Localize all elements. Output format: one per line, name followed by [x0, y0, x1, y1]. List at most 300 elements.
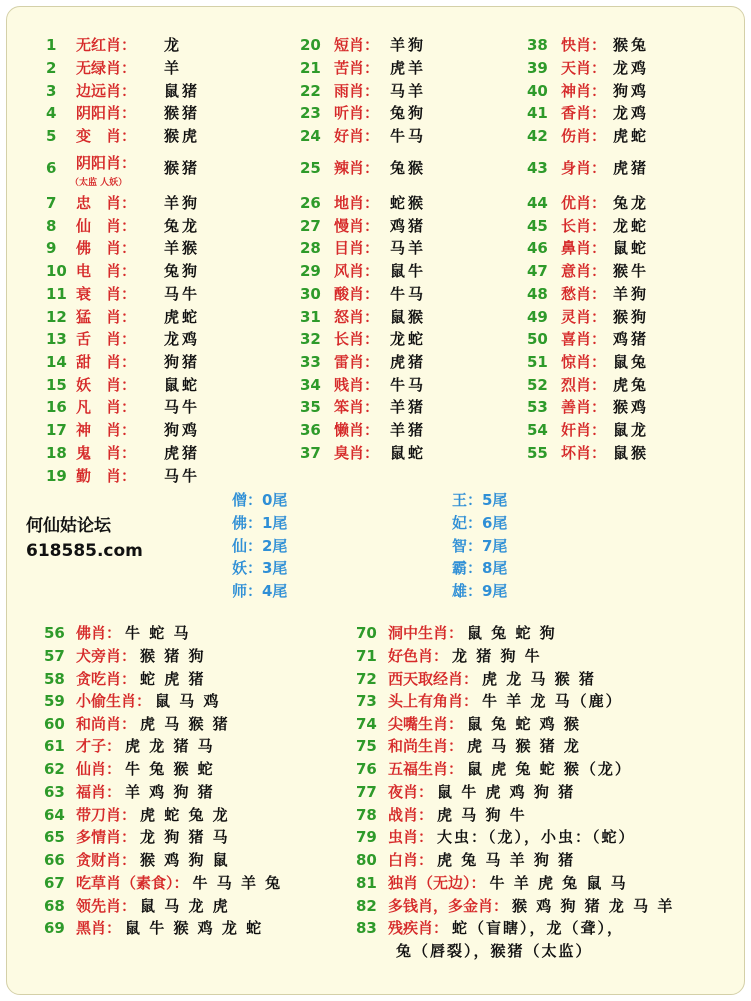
- item-value: 蛇猴: [390, 194, 427, 212]
- list-item: [527, 102, 727, 124]
- item-label: 愁肖：: [561, 285, 607, 303]
- item-number: 68: [44, 897, 65, 915]
- item-label: 凡 肖：: [76, 398, 137, 416]
- item-value: 猴 猪 狗: [140, 647, 206, 665]
- list-item: [356, 826, 726, 848]
- item-value: 鼠兔: [613, 353, 650, 371]
- list-item: [44, 713, 344, 735]
- item-number: 9: [46, 239, 57, 257]
- item-label: 西天取经肖： 虎 龙 马 猴 猪: [388, 670, 596, 688]
- item-number: 49: [527, 308, 548, 326]
- item-label: 慢肖：: [334, 217, 380, 235]
- item-value: 猴牛: [613, 262, 650, 280]
- item-label: 白肖： 虎 兔 马 羊 狗 猪: [388, 851, 576, 869]
- item-label: 和尚肖： 虎 马 猴 猪: [76, 715, 230, 733]
- item-label: 喜肖：: [561, 330, 607, 348]
- item-value: 羊猪: [390, 398, 427, 416]
- item-number: 24: [300, 127, 321, 145]
- item-label: 电 肖：: [76, 262, 137, 280]
- item-number: 79: [356, 828, 377, 846]
- item-number: 45: [527, 217, 548, 235]
- list-item: [356, 690, 726, 712]
- item-value: 牛 羊 龙 马（鹿）: [482, 692, 623, 710]
- item-number: 67: [44, 874, 65, 892]
- item-label: 夜肖： 鼠 牛 虎 鸡 狗 猪: [388, 783, 576, 801]
- item-label: 残疾肖： 蛇（盲瞎），龙（聋），: [388, 919, 625, 937]
- list-item: [44, 735, 344, 757]
- list-item: [527, 125, 727, 147]
- item-value: 虎蛇: [164, 308, 201, 326]
- item-number: 75: [356, 737, 377, 755]
- item-label: 带刀肖： 虎 蛇 兔 龙: [76, 806, 230, 824]
- item-value: 虎羊: [390, 59, 427, 77]
- item-value: 兔猴: [390, 159, 427, 177]
- list-item: [46, 260, 286, 282]
- item-number: 37: [300, 444, 321, 462]
- item-value: 猴猪: [164, 159, 201, 177]
- item-label: 臭肖：: [334, 444, 380, 462]
- item-label: 衰 肖：: [76, 285, 137, 303]
- item-number: 32: [300, 330, 321, 348]
- item-value: 虎兔: [613, 376, 650, 394]
- list-item: [300, 374, 500, 396]
- item-value: 鼠 马 鸡: [155, 692, 221, 710]
- list-item: [46, 374, 286, 396]
- item-number: 63: [44, 783, 65, 801]
- list-item: [300, 306, 500, 328]
- item-value: 羊狗: [390, 36, 427, 54]
- item-value: 龙 猪 狗 牛: [452, 647, 542, 665]
- item-number: 31: [300, 308, 321, 326]
- item-label: 灵肖：: [561, 308, 607, 326]
- item-value: 鼠龙: [613, 421, 650, 439]
- item-number: 19: [46, 467, 67, 485]
- item-label: 天肖：: [561, 59, 607, 77]
- item-number: 4: [46, 104, 57, 122]
- list-item: [300, 34, 500, 56]
- item-label: 小偷生肖： 鼠 马 鸡: [76, 692, 221, 710]
- list-item: [356, 735, 726, 757]
- item-value: 羊猪: [390, 421, 427, 439]
- item-value: 虎猪: [390, 353, 427, 371]
- item-label: 长肖：: [561, 217, 607, 235]
- item-number: 55: [527, 444, 548, 462]
- tail-item: 僧：0尾: [232, 491, 288, 509]
- item-value: 蛇 虎 猪: [140, 670, 206, 688]
- item-label: 头上有角肖： 牛 羊 龙 马（鹿）: [388, 692, 623, 710]
- item-label: 辣肖：: [334, 159, 380, 177]
- item-label: 仙肖： 牛 兔 猴 蛇: [76, 760, 215, 778]
- list-item: [46, 465, 286, 487]
- list-item: [356, 645, 726, 667]
- item-value: 牛 羊 虎 兔 鼠 马: [489, 874, 628, 892]
- item-number: 50: [527, 330, 548, 348]
- tail-item: 王：5尾: [452, 491, 508, 509]
- item-value: 羊狗: [613, 285, 650, 303]
- item-value: 猴鸡: [613, 398, 650, 416]
- item-label: 和尚生肖： 虎 马 猴 猪 龙: [388, 737, 581, 755]
- item-label: 多钱肖，多金肖： 猴 鸡 狗 猪 龙 马 羊: [388, 897, 675, 915]
- item-value: 鼠 兔 蛇 狗: [467, 624, 557, 642]
- list-item: [527, 237, 727, 259]
- item-number: 13: [46, 330, 67, 348]
- list-item: [356, 804, 726, 826]
- item-label: 烈肖：: [561, 376, 607, 394]
- list-item: [46, 102, 286, 124]
- item-number: 20: [300, 36, 321, 54]
- item-number: 1: [46, 36, 57, 54]
- item-number: 82: [356, 897, 377, 915]
- item-label: 佛 肖：: [76, 239, 137, 257]
- item-number: 40: [527, 82, 548, 100]
- list-item: [300, 192, 500, 214]
- site-url: 618585.com: [26, 541, 143, 561]
- item-number: 62: [44, 760, 65, 778]
- list-item: [527, 396, 727, 418]
- item-label: 长肖：: [334, 330, 380, 348]
- item-value: 虎 马 猴 猪: [140, 715, 230, 733]
- item-number: 57: [44, 647, 65, 665]
- item-number: 78: [356, 806, 377, 824]
- item-label: 短肖：: [334, 36, 380, 54]
- list-item: [527, 283, 727, 305]
- list-item: [527, 374, 727, 396]
- item-label: 苦肖：: [334, 59, 380, 77]
- item-number: 70: [356, 624, 377, 642]
- list-item: [44, 917, 344, 939]
- item-label: 仙 肖：: [76, 217, 137, 235]
- item-number: 73: [356, 692, 377, 710]
- list-item: [44, 781, 344, 803]
- item-label: 雨肖：: [334, 82, 380, 100]
- item-value: 兔狗: [390, 104, 427, 122]
- item-value: 龙蛇: [390, 330, 427, 348]
- item-label: 阴阳肖：: [76, 104, 137, 122]
- item-value: 鼠 马 龙 虎: [140, 897, 230, 915]
- item-note: （太监 人妖）: [70, 178, 128, 188]
- list-item: [300, 125, 500, 147]
- item-number: 71: [356, 647, 377, 665]
- item-number: 72: [356, 670, 377, 688]
- item-value: 牛马: [390, 285, 427, 303]
- item-number: 14: [46, 353, 67, 371]
- list-item: [300, 328, 500, 350]
- item-value: 羊: [164, 59, 183, 77]
- item-value: 鼠牛: [390, 262, 427, 280]
- item-label: 犬旁肖： 猴 猪 狗: [76, 647, 206, 665]
- item-number: 58: [44, 670, 65, 688]
- item-number: 25: [300, 159, 321, 177]
- item-value: 马牛: [164, 398, 201, 416]
- tail-item: 仙：2尾: [232, 537, 288, 555]
- item-number: 54: [527, 421, 548, 439]
- tail-item: 妃：6尾: [452, 514, 508, 532]
- list-item: [527, 351, 727, 373]
- item-number: 46: [527, 239, 548, 257]
- item-label: 尖嘴生肖： 鼠 兔 蛇 鸡 猴: [388, 715, 581, 733]
- tail-item: 霸：8尾: [452, 559, 508, 577]
- item-label: 变 肖：: [76, 127, 137, 145]
- item-value: 猴 鸡 狗 猪 龙 马 羊: [512, 897, 675, 915]
- item-label: 贱肖：: [334, 376, 380, 394]
- item-number: 35: [300, 398, 321, 416]
- item-label: 神肖：: [561, 82, 607, 100]
- item-number: 83: [356, 919, 377, 937]
- list-item: [527, 80, 727, 102]
- item-label: 坏肖：: [561, 444, 607, 462]
- list-item: [356, 917, 726, 939]
- item-value: 龙 狗 猪 马: [140, 828, 230, 846]
- item-value-continued: 兔（唇裂），猴猪（太监）: [396, 942, 593, 960]
- item-label: 鬼 肖：: [76, 444, 137, 462]
- tail-item: 智：7尾: [452, 537, 508, 555]
- list-item: [44, 826, 344, 848]
- item-value: 牛马: [390, 376, 427, 394]
- item-number: 80: [356, 851, 377, 869]
- item-label: 洞中生肖： 鼠 兔 蛇 狗: [388, 624, 557, 642]
- list-item: [356, 713, 726, 735]
- item-label: 黑肖： 鼠 牛 猴 鸡 龙 蛇: [76, 919, 264, 937]
- item-label: 边远肖：: [76, 82, 137, 100]
- item-number: 41: [527, 104, 548, 122]
- item-label: 怒肖：: [334, 308, 380, 326]
- list-item: [356, 781, 726, 803]
- item-value: 羊狗: [164, 194, 201, 212]
- list-item: [527, 157, 727, 179]
- item-value: 牛 马 羊 兔: [192, 874, 283, 892]
- item-value: 鼠蛇: [390, 444, 427, 462]
- list-item: [46, 34, 286, 56]
- item-number: 39: [527, 59, 548, 77]
- item-label: 猛 肖：: [76, 308, 137, 326]
- item-number: 6: [46, 159, 57, 177]
- list-item: [300, 157, 500, 179]
- item-number: 21: [300, 59, 321, 77]
- item-number: 30: [300, 285, 321, 303]
- item-number: 42: [527, 127, 548, 145]
- item-value: 虎 蛇 兔 龙: [140, 806, 230, 824]
- item-number: 28: [300, 239, 321, 257]
- item-number: 26: [300, 194, 321, 212]
- list-item: [46, 306, 286, 328]
- item-label: 舌 肖：: [76, 330, 137, 348]
- list-item: [527, 306, 727, 328]
- item-value: 鼠 虎 兔 蛇 猴（龙）: [467, 760, 632, 778]
- list-item: [356, 872, 726, 894]
- item-number: 51: [527, 353, 548, 371]
- item-label: 意肖：: [561, 262, 607, 280]
- list-item: [300, 102, 500, 124]
- item-number: 81: [356, 874, 377, 892]
- list-item: [527, 192, 727, 214]
- item-label: 福肖： 羊 鸡 狗 猪: [76, 783, 215, 801]
- list-item: [44, 895, 344, 917]
- item-number: 43: [527, 159, 548, 177]
- list-item: [300, 260, 500, 282]
- item-label: 独肖（无边）： 牛 羊 虎 兔 鼠 马: [388, 874, 628, 892]
- list-item: [527, 328, 727, 350]
- item-label: 鼻肖：: [561, 239, 607, 257]
- item-number: 38: [527, 36, 548, 54]
- list-item: [300, 442, 500, 464]
- tail-item: 师：4尾: [232, 582, 288, 600]
- item-number: 33: [300, 353, 321, 371]
- item-number: 52: [527, 376, 548, 394]
- item-label: 身肖：: [561, 159, 607, 177]
- item-number: 16: [46, 398, 67, 416]
- list-item: [44, 849, 344, 871]
- item-value: 虎 马 狗 牛: [437, 806, 527, 824]
- list-item: [46, 215, 286, 237]
- list-item: [300, 396, 500, 418]
- item-label: 妖 肖：: [76, 376, 137, 394]
- item-label: 领先肖： 鼠 马 龙 虎: [76, 897, 230, 915]
- list-item: [300, 80, 500, 102]
- list-item: [46, 396, 286, 418]
- item-number: 77: [356, 783, 377, 801]
- item-label: 伤肖：: [561, 127, 607, 145]
- item-label: 风肖：: [334, 262, 380, 280]
- item-value: 虎 龙 猪 马: [125, 737, 215, 755]
- list-item: [300, 237, 500, 259]
- item-number: 10: [46, 262, 67, 280]
- item-label: 酸肖：: [334, 285, 380, 303]
- list-item: [46, 328, 286, 350]
- item-number: 17: [46, 421, 67, 439]
- list-item: [300, 351, 500, 373]
- item-number: 23: [300, 104, 321, 122]
- item-number: 76: [356, 760, 377, 778]
- list-item: [527, 260, 727, 282]
- item-label: 才子： 虎 龙 猪 马: [76, 737, 215, 755]
- item-number: 34: [300, 376, 321, 394]
- item-value: 虎 龙 马 猴 猪: [482, 670, 596, 688]
- item-number: 59: [44, 692, 65, 710]
- item-value: 鸡猪: [390, 217, 427, 235]
- item-value: 猴虎: [164, 127, 201, 145]
- item-value: 鼠蛇: [164, 376, 201, 394]
- item-label: 好肖：: [334, 127, 380, 145]
- item-value: 猴 鸡 狗 鼠: [140, 851, 230, 869]
- item-value: 鸡猪: [613, 330, 650, 348]
- item-value: 虎猪: [613, 159, 650, 177]
- item-label: 无绿肖：: [76, 59, 137, 77]
- item-value: 虎 马 猴 猪 龙: [467, 737, 581, 755]
- item-value: 蛇（盲瞎），龙（聋），: [452, 919, 625, 937]
- item-value: 牛马: [390, 127, 427, 145]
- item-number: 66: [44, 851, 65, 869]
- list-item: [356, 895, 726, 917]
- item-value: 龙蛇: [613, 217, 650, 235]
- item-label: 甜 肖：: [76, 353, 137, 371]
- item-number: 27: [300, 217, 321, 235]
- item-value: 龙: [164, 36, 183, 54]
- item-number: 11: [46, 285, 67, 303]
- item-label: 佛肖： 牛 蛇 马: [76, 624, 191, 642]
- item-value: 鼠 牛 猴 鸡 龙 蛇: [125, 919, 264, 937]
- list-item: [300, 215, 500, 237]
- item-value: 猴狗: [613, 308, 650, 326]
- item-number: 53: [527, 398, 548, 416]
- item-label: 目肖：: [334, 239, 380, 257]
- item-label: 快肖：: [561, 36, 607, 54]
- list-item: [44, 758, 344, 780]
- item-label: 优肖：: [561, 194, 607, 212]
- item-value: 猴猪: [164, 104, 201, 122]
- list-item: [46, 283, 286, 305]
- item-label: 笨肖：: [334, 398, 380, 416]
- list-item: [527, 34, 727, 56]
- item-value: 鼠 兔 蛇 鸡 猴: [467, 715, 581, 733]
- item-value: 马羊: [390, 239, 427, 257]
- list-item: [46, 192, 286, 214]
- item-value: 龙鸡: [613, 59, 650, 77]
- item-number: 56: [44, 624, 65, 642]
- list-item: [300, 419, 500, 441]
- item-label: 战肖： 虎 马 狗 牛: [388, 806, 527, 824]
- list-item: [300, 283, 500, 305]
- item-label: 贪财肖： 猴 鸡 狗 鼠: [76, 851, 230, 869]
- list-item: [46, 442, 286, 464]
- item-value: 虎猪: [164, 444, 201, 462]
- list-item: [356, 849, 726, 871]
- list-item: [527, 442, 727, 464]
- list-item: [44, 804, 344, 826]
- item-value: 兔龙: [164, 217, 201, 235]
- item-value: 大虫：（龙），小虫：（蛇）: [437, 828, 636, 846]
- list-item: [44, 690, 344, 712]
- item-label: 忠 肖：: [76, 194, 137, 212]
- item-value: 牛 蛇 马: [125, 624, 191, 642]
- item-number: 12: [46, 308, 67, 326]
- item-label: 多情肖： 龙 狗 猪 马: [76, 828, 230, 846]
- item-label: 贪吃肖： 蛇 虎 猪: [76, 670, 206, 688]
- item-number: 61: [44, 737, 65, 755]
- item-label: 地肖：: [334, 194, 380, 212]
- item-label: 雷肖：: [334, 353, 380, 371]
- item-number: 74: [356, 715, 377, 733]
- list-item: [527, 57, 727, 79]
- list-item: [46, 351, 286, 373]
- list-item: [44, 622, 344, 644]
- item-label: 懒肖：: [334, 421, 380, 439]
- site-name: 何仙姑论坛: [26, 516, 111, 536]
- item-value: 鼠 牛 虎 鸡 狗 猪: [437, 783, 576, 801]
- list-item: [46, 80, 286, 102]
- item-label: 惊肖：: [561, 353, 607, 371]
- item-value: 兔龙: [613, 194, 650, 212]
- item-value: 龙鸡: [613, 104, 650, 122]
- item-label: 虫肖： 大虫：（龙），小虫：（蛇）: [388, 828, 636, 846]
- item-number: 36: [300, 421, 321, 439]
- list-item: [300, 57, 500, 79]
- item-number: 18: [46, 444, 67, 462]
- list-item: [356, 758, 726, 780]
- item-value: 马牛: [164, 285, 201, 303]
- list-item: [527, 419, 727, 441]
- tail-item: 妖：3尾: [232, 559, 288, 577]
- item-number: 47: [527, 262, 548, 280]
- item-value: 狗猪: [164, 353, 201, 371]
- item-value: 狗鸡: [613, 82, 650, 100]
- item-value: 虎蛇: [613, 127, 650, 145]
- item-number: 64: [44, 806, 65, 824]
- list-item: [46, 419, 286, 441]
- item-number: 60: [44, 715, 65, 733]
- item-number: 2: [46, 59, 57, 77]
- item-number: 8: [46, 217, 57, 235]
- item-label: 神 肖：: [76, 421, 137, 439]
